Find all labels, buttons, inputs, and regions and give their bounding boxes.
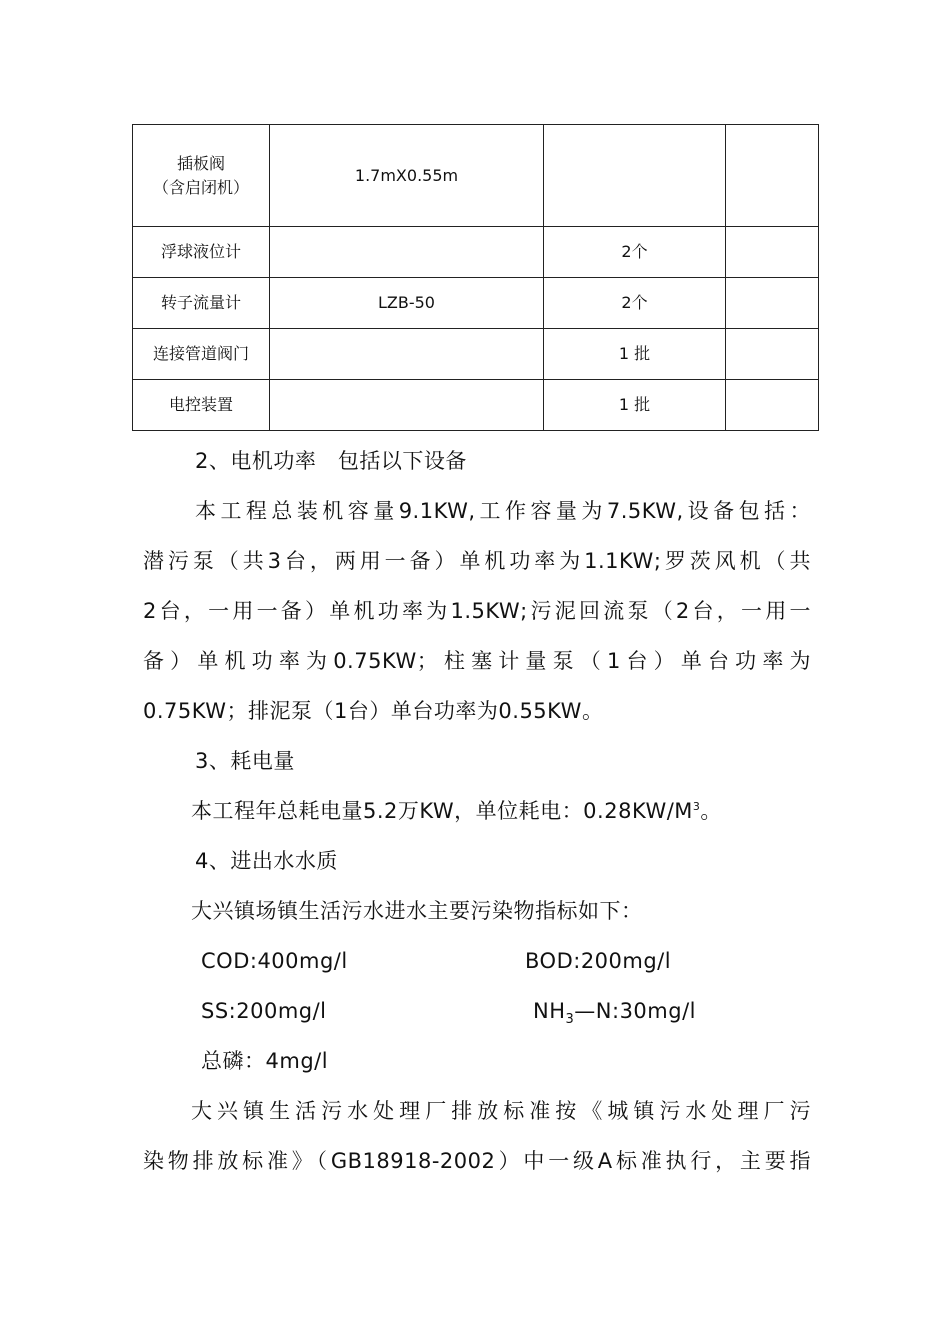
equipment-note	[726, 329, 819, 380]
nh-value: —N:30mg/l	[574, 999, 696, 1023]
equipment-qty: 1 批	[544, 329, 726, 380]
document-body	[143, 436, 811, 1186]
paragraph-line: 0.75KW；排泥泵（1台）单台功率为0.55KW。	[143, 699, 604, 723]
indicator-nh3n	[525, 986, 696, 1036]
paragraph-line: 备）单机功率为0.75KW；柱塞计量泵（1台）单台功率为	[143, 649, 811, 673]
table-row	[133, 125, 819, 227]
equipment-name: 连接管道阀门	[133, 329, 270, 380]
table-row	[133, 329, 819, 380]
equipment-name-cell	[133, 125, 270, 227]
indicator-row	[143, 986, 811, 1036]
section-heading-water-quality: 4、进出水水质	[195, 849, 338, 873]
table-row	[133, 380, 819, 431]
equipment-table	[132, 124, 819, 431]
consumption-text: 本工程年总耗电量5.2万KW，单位耗电：0.28KW/M	[191, 799, 693, 823]
equipment-spec	[270, 380, 544, 431]
indicator-tp: 总磷：4mg/l	[201, 1049, 329, 1073]
equipment-qty: 1 批	[544, 380, 726, 431]
equipment-note	[726, 227, 819, 278]
unit-superscript: 3	[692, 800, 701, 813]
section-heading-consumption: 3、耗电量	[195, 749, 295, 773]
nh-subscript: 3	[565, 1012, 575, 1028]
equipment-spec: LZB-50	[270, 278, 544, 329]
indicator-row	[143, 1036, 811, 1086]
influent-intro: 大兴镇场镇生活污水进水主要污染物指标如下：	[191, 899, 643, 923]
equipment-note	[726, 380, 819, 431]
paragraph-line: 大兴镇生活污水处理厂排放标准按《城镇污水处理厂污	[191, 1099, 811, 1123]
equipment-spec	[270, 329, 544, 380]
nh-text: NH	[533, 999, 566, 1023]
equipment-name: 转子流量计	[133, 278, 270, 329]
equipment-qty: 2个	[544, 227, 726, 278]
indicator-ss: SS:200mg/l	[201, 999, 327, 1023]
table-row	[133, 278, 819, 329]
indicator-cod: COD:400mg/l	[201, 949, 348, 973]
equipment-spec: 1.7mX0.55m	[270, 125, 544, 227]
paragraph-line: 2台，一用一备）单机功率为1.5KW;污泥回流泵（2台，一用一	[143, 599, 811, 623]
paragraph-line: 潜污泵（共3台，两用一备）单机功率为1.1KW;罗茨风机（共	[143, 549, 811, 573]
table-row	[133, 227, 819, 278]
equipment-spec	[270, 227, 544, 278]
paragraph-line: 染物排放标准》（GB18918-2002）中一级A标准执行，主要指	[143, 1149, 811, 1173]
equipment-name-note: （含启闭机）	[152, 177, 249, 197]
equipment-note	[726, 125, 819, 227]
equipment-qty: 2个	[544, 278, 726, 329]
consumption-paragraph	[143, 786, 811, 836]
equipment-name: 插板阀	[176, 153, 225, 173]
indicator-bod: BOD:200mg/l	[525, 949, 672, 973]
equipment-note	[726, 278, 819, 329]
indicator-row	[143, 936, 811, 986]
equipment-qty	[544, 125, 726, 227]
equipment-name: 浮球液位计	[133, 227, 270, 278]
equipment-name: 电控装置	[133, 380, 270, 431]
section-heading-power: 2、电机功率 包括以下设备	[195, 449, 467, 473]
paragraph-line: 本工程总装机容量9.1KW,工作容量为7.5KW,设备包括：	[195, 499, 811, 523]
consumption-end: 。	[700, 799, 722, 823]
